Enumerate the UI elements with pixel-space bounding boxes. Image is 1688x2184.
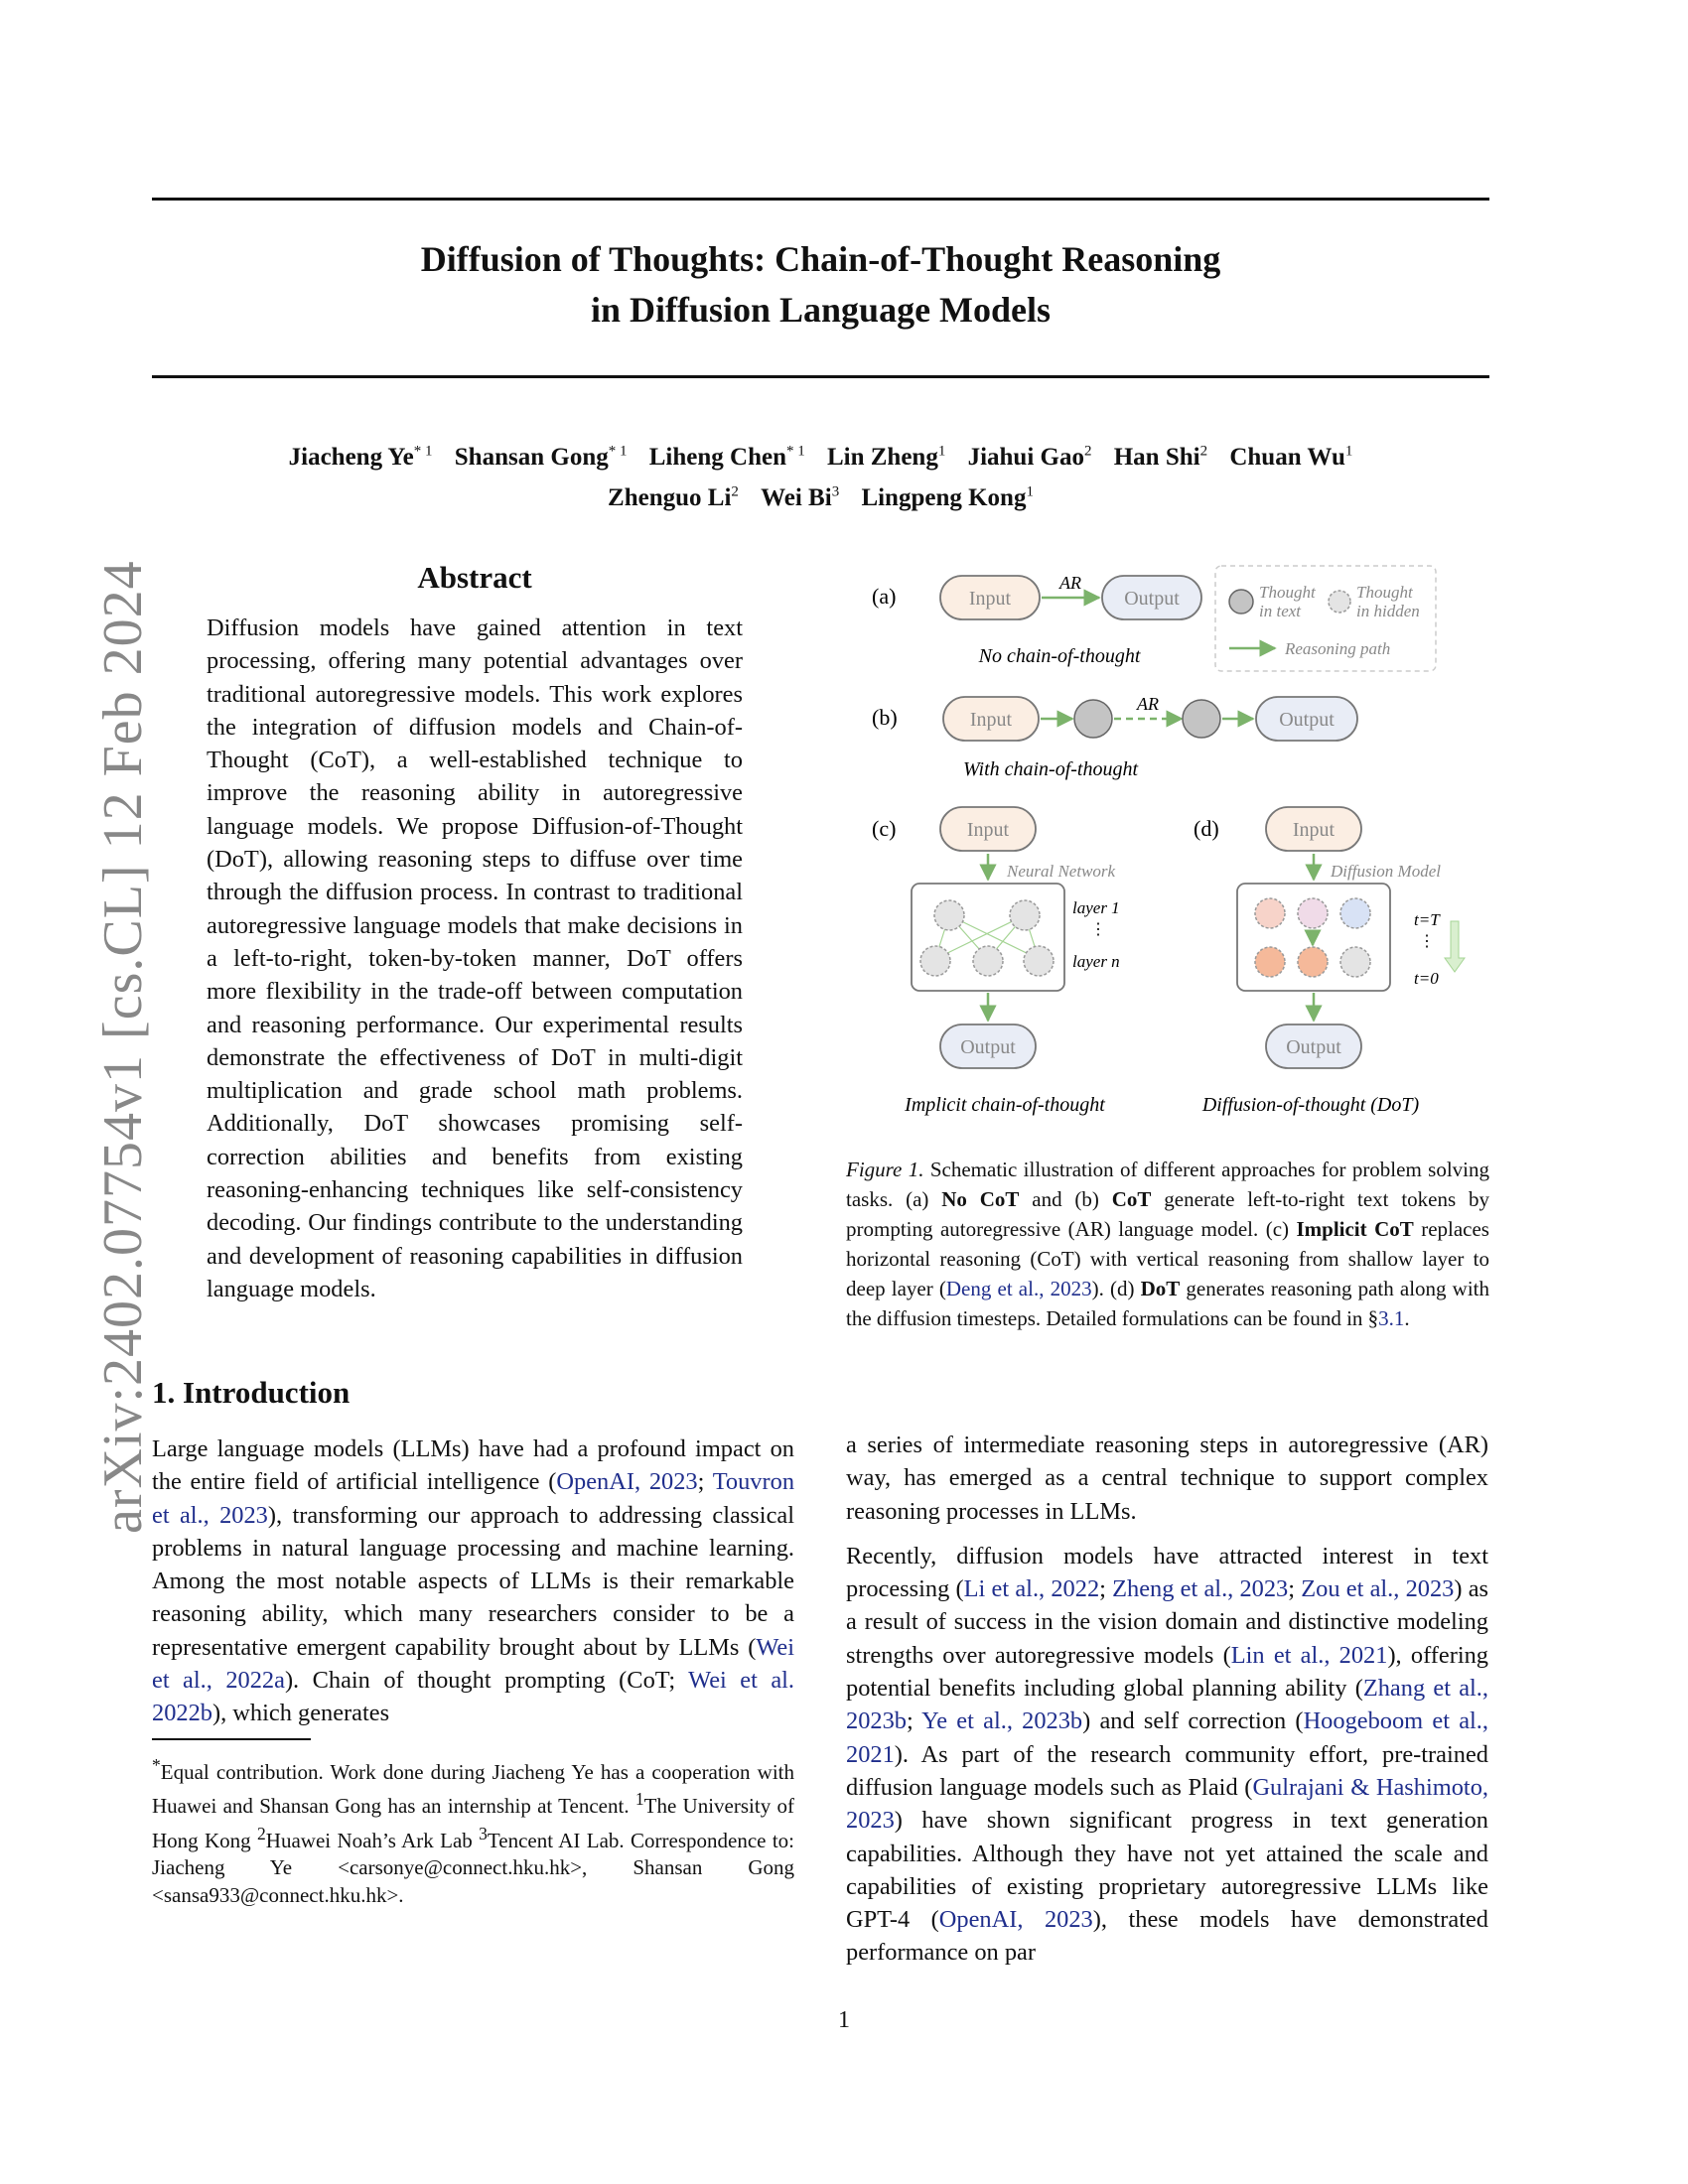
denoised-token-node <box>1340 947 1370 977</box>
citation-link[interactable]: Zheng et al., 2023 <box>1112 1575 1289 1603</box>
citation-link[interactable]: Wei et al. 2022b <box>152 1667 795 1727</box>
author-row-1 <box>152 435 1489 475</box>
citation-link[interactable]: OpenAI, 2023 <box>556 1468 698 1496</box>
ar-label: AR <box>1137 694 1159 714</box>
output-label: Output <box>960 1036 1016 1058</box>
implicit-cot-label: Implicit chain-of-thought <box>905 1094 1105 1116</box>
noisy-token-node <box>1298 898 1328 928</box>
no-cot-label: No chain-of-thought <box>978 645 1141 667</box>
citation-link[interactable]: Lin et al., 2021 <box>1230 1641 1388 1669</box>
author: Lingpeng Kong$^1$ <box>861 483 1034 511</box>
citation-link[interactable]: Deng et al., 2023 <box>945 1277 1092 1300</box>
author-row-2 <box>152 475 1489 514</box>
citation-link[interactable]: Li et al., 2022 <box>963 1575 1100 1603</box>
author-list <box>152 435 1489 515</box>
author: Lin Zheng$^1$ <box>826 444 946 472</box>
title-bottom-rule <box>152 375 1489 378</box>
diffusion-model-label: Diffusion Model <box>1331 862 1441 881</box>
author: Zhenguo Li$^2$ <box>608 483 739 511</box>
hidden-node <box>1010 900 1040 930</box>
abstract-text: Diffusion models have gained attention in text processing, offering many potential advantages over traditional autoregressive models. This work explores the integration of diffusion models and Chain-of-Thought (CoT), a well-established technique to improve the reasoning ability in autoregressive language models. We propose Diffusion-of-Thought (DoT), allowing reasoning steps to diffuse over time through the diffusion process. In contrast to traditional autoregressive language models that make decisions in a left-to-right, token-by-token manner, DoT offers more flexibility in the trade-off between computation and reasoning performance. Our experimental results demonstrate the effectiveness of DoT in multi-digit multiplication and grade school math problems. Additionally, DoT showcases promising self-correction abilities and benefits from existing reasoning-enhancing techniques like self-consistency decoding. Our findings contribute to the understanding and development of reasoning capabilities in diffusion language models. <box>207 614 743 1302</box>
noisy-token-node <box>1340 898 1370 928</box>
author: Chuan Wu$^1$ <box>1229 444 1353 472</box>
citation-link[interactable]: Touvron et al., 2023 <box>152 1468 795 1529</box>
page-number: 1 <box>838 2007 850 2033</box>
output-label: Output <box>1286 1036 1341 1058</box>
author: Jiahui Gao$^2$ <box>967 444 1092 472</box>
neural-network-label: Neural Network <box>1007 862 1116 881</box>
hidden-node <box>1024 946 1054 976</box>
introduction-heading: 1. Introduction <box>152 1375 351 1410</box>
footnote-rule <box>152 1738 311 1740</box>
legend-reasoning-path: Reasoning path <box>1285 639 1391 658</box>
thought-in-text-icon <box>1229 590 1253 614</box>
denoised-token-node <box>1298 947 1328 977</box>
intro-paragraph: Large language models (LLMs) have had a profound impact on the entire field of artificial intelligence (OpenAI, 2023; Touvron et al., 2023), transforming our approach to addressing classical problems in natural language processing and machine learning. Among the most notable aspects of LLMs is their remarkable reasoning ability, which many researchers consider to be a representative emergent capability brought about by LLMs (Wei et al., 2022a). Chain of thought prompting (CoT; Wei et al. 2022b), which generates <box>152 1435 795 1727</box>
output-label: Output <box>1279 709 1335 731</box>
input-label: Input <box>966 819 1010 841</box>
intro-paragraph: a series of intermediate reasoning steps in autoregressive (AR) way, has emerged as a central technique to support complex reasoning processes in LLMs. <box>846 1432 1488 1525</box>
author: Shansan Gong$^{* 1}$ <box>454 444 628 472</box>
intro-left-column <box>152 1433 794 1742</box>
citation-link[interactable]: OpenAI, 2023 <box>938 1906 1093 1934</box>
author: Jiacheng Ye$^{* 1}$ <box>288 444 433 472</box>
t-equals-0-label: t=0 <box>1414 969 1439 988</box>
denoised-token-node <box>1255 947 1285 977</box>
legend-thought-hidden: Thought <box>1356 583 1413 602</box>
layer-n-label: layer n <box>1072 952 1120 971</box>
citation-link[interactable]: Zou et al., 2023 <box>1301 1575 1455 1603</box>
figure-1-caption: Figure 1. Schematic illustration of different approaches for problem solving tasks. (a) No CoT and (b) CoT generate left-to-right text tokens by prompting autoregressive (AR) language model. (c) Implicit CoT replaces horizontal reasoning (CoT) with vertical reasoning from shallow layer to deep layer (Deng et al., 2023). (d) DoT generates reasoning path along with the diffusion timesteps. Detailed formulations can be found in §3.1. <box>846 1158 1490 1330</box>
ar-label: AR <box>1059 573 1081 593</box>
arxiv-sidebar-stamp: arXiv:2402.07754v1 [cs.CL] 12 Feb 2024 <box>92 560 154 1534</box>
citation-link[interactable]: Zhang et al., 2023b <box>846 1675 1488 1735</box>
author: Wei Bi$^3$ <box>761 483 840 511</box>
author: Han Shi$^2$ <box>1113 444 1208 472</box>
paper-title <box>152 234 1489 336</box>
top-rule <box>152 198 1489 201</box>
layer-vdots: ⋮ <box>1090 921 1106 938</box>
input-label: Input <box>969 709 1013 731</box>
hidden-node <box>973 946 1003 976</box>
citation-link[interactable]: Ye et al., 2023b <box>921 1707 1083 1735</box>
layer-1-label: layer 1 <box>1072 898 1120 917</box>
timestep-vdots: ⋮ <box>1419 933 1435 950</box>
author: Liheng Chen$^{* 1}$ <box>648 444 805 472</box>
timestep-arrow-icon <box>1445 921 1465 972</box>
title-line-1: Diffusion of Thoughts: Chain-of-Thought Reasoning <box>420 239 1221 279</box>
intro-right-column <box>846 1429 1488 1981</box>
hidden-node <box>934 900 964 930</box>
citation-link[interactable]: Hoogeboom et al., 2021 <box>846 1707 1488 1768</box>
thought-in-hidden-icon <box>1329 591 1350 613</box>
thought-node <box>1074 700 1112 738</box>
footnote: *Equal contribution. Work done during Jiacheng Ye has a cooperation with Huawei and Shansan Gong has an internship at Tencent. $^1$The University of Hong Kong $^2$Huawei Noah’s Ark Lab $^3$Tencent AI Lab. Correspondence to: Jiacheng Ye <carsonye@connect.hku.hk>, Shansan Gong <sansa933@connect.hku.hk>. <box>152 1755 794 1907</box>
panel-d-label: (d) <box>1194 816 1219 841</box>
abstract-heading: Abstract <box>417 560 532 595</box>
legend-in-hidden: in hidden <box>1356 602 1420 620</box>
t-equals-T-label: t=T <box>1414 910 1440 929</box>
panel-b-label: (b) <box>872 705 898 730</box>
intro-paragraph: Recently, diffusion models have attracted interest in text processing (Li et al., 2022; Zheng et al., 2023; Zou et al., 2023) as a result of success in the vision domain and distinctive modeling strengths over autoregressive models (Lin et al., 2021), offering potential benefits including global planning ability (Zhang et al., 2023b; Ye et al., 2023b) and self correction (Hoogeboom et al., 2021). As part of the research community effort, pre-trained diffusion language models such as Plaid (Gulrajani & Hashimoto, 2023) have shown significant progress in text generation capabilities. Although they have not yet attained the scale and capabilities of existing proprietary autoregressive LLMs like GPT-4 (OpenAI, 2023), these models have demonstrated performance on par <box>846 1542 1489 1967</box>
output-label: Output <box>1124 588 1180 610</box>
input-label: Input <box>1292 819 1336 841</box>
dot-label: Diffusion-of-thought (DoT) <box>1201 1094 1420 1116</box>
section-link[interactable]: 3.1 <box>1378 1306 1405 1330</box>
title-line-2: in Diffusion Language Models <box>590 290 1052 330</box>
with-cot-label: With chain-of-thought <box>962 758 1139 780</box>
citation-link[interactable]: Gulrajani & Hashimoto, 2023 <box>846 1773 1488 1835</box>
citation-link[interactable]: Wei et al., 2022a <box>152 1633 794 1695</box>
noisy-token-node <box>1255 898 1285 928</box>
thought-node <box>1183 700 1220 738</box>
legend-thought-text: Thought <box>1259 583 1316 602</box>
panel-a-label: (a) <box>872 584 897 609</box>
figure-1-diagram <box>846 556 1489 1127</box>
input-label: Input <box>968 588 1012 610</box>
legend-in-text: in text <box>1259 602 1302 620</box>
panel-c-label: (c) <box>872 816 897 841</box>
hidden-node <box>920 946 950 976</box>
